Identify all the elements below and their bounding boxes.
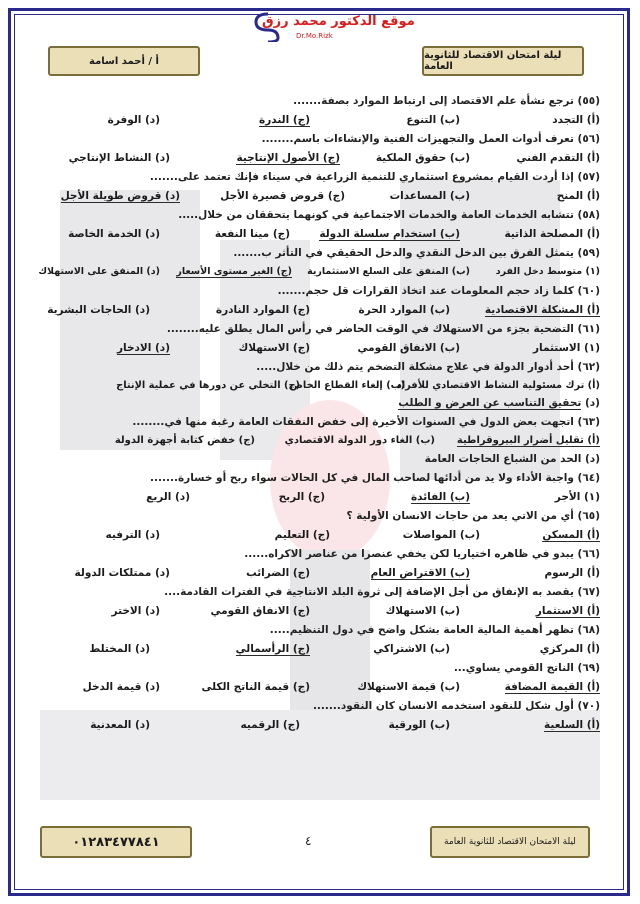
option: (ج) قيمة الناتج الكلى [201, 681, 310, 693]
option-answer: (أ) تقليل أضرار البيروقراطية [456, 435, 600, 446]
option: (ج) الاستهلاك [238, 342, 310, 354]
option: (ج) الانفاق القومي [210, 605, 310, 617]
option: (أ) التقدم الفني [516, 152, 600, 164]
option: (د) المختلط [89, 643, 150, 655]
option-answer: (ج) الرأسمالي [235, 643, 310, 655]
site-logo-subtext: Dr.Mo.Rizk [296, 32, 333, 40]
question-57: (٥٧) إذا أردت القيام بمشروع استثماري للتنمية الزراعية في سيناء فإنك تعتمد على....... [149, 171, 600, 183]
option-answer: (ج) الندرة [259, 114, 310, 126]
question-62-continued [30, 397, 600, 409]
option: (د) المعدنية [90, 719, 150, 731]
option: (د) الوفرة [107, 114, 160, 126]
option: (د) قيمة الدخل [82, 681, 160, 693]
option-answer: (أ) الاستثمار [535, 605, 600, 617]
exam-title-box: ليلة امتحان الاقتصاد للثانوية العامة [422, 46, 584, 76]
option: (ج) مينا النفعة [214, 228, 290, 240]
option-answer: (أ) السلعية [544, 719, 600, 731]
option: (ب) حقوق الملكية [375, 152, 470, 164]
option: (ب) الورقية [388, 719, 450, 731]
option: (ب) قيمة الاستهلاك [357, 681, 460, 693]
page-number: ٤ [305, 834, 312, 848]
question-63: (٦٣) اتجهت بعض الدول في السنوات الأخيرة إلى خفض النفقات العامة رغبة منها في........ [132, 416, 600, 428]
option: (ب) الانفاق القومي [357, 342, 460, 354]
question-61: (٦١) التضحية بجزء من الاستهلاك في الوقت الحاضر في رأس المال يطلق عليه........ [166, 323, 600, 335]
option: (ب) الغاء دور الدولة الاقتصادي [284, 435, 435, 446]
option-answer: (ب) الاقتراض العام [370, 567, 470, 579]
option-answer: (د) الادخار [116, 342, 170, 354]
option: (د) الخدمة الخاصة [68, 228, 160, 240]
option: (١) الاستثمار [532, 342, 600, 354]
site-logo-text: موقع الدكتور محمد رزق [262, 14, 415, 29]
option: (د) الترفيه [105, 529, 160, 541]
option: (د) المنفق على الاستهلاك [38, 266, 160, 277]
option-answer: (ب) استخدام سلسلة الدولة [319, 228, 460, 240]
option: (ج) الضرائب [246, 567, 310, 579]
option: (ب) المنفق على السلع الاستثمارية [307, 266, 470, 277]
question-60: (٦٠) كلما زاد حجم المعلومات عند اتخاذ القرارات قل حجم....... [277, 285, 600, 297]
option: (ج) قروض قصيرة الأجل [220, 190, 345, 202]
option: (ب) المواصلات [402, 529, 480, 541]
option: (ج) الموارد النادرة [215, 304, 310, 316]
option: (ب) الاستهلاك [385, 605, 460, 617]
question-59: (٥٩) يتمثل الفرق بين الدخل النقدي والدخل الحقيقي في التأثر ب....... [233, 247, 600, 259]
option: (أ) المنح [556, 190, 600, 202]
option: (ب) الاشتراكي [373, 643, 450, 655]
option: (أ) المركزي [539, 643, 600, 655]
option: (ج) الرقميه [240, 719, 300, 731]
option: (د) ممتلكات الدولة [74, 567, 170, 579]
question-68: (٦٨) تظهر أهمية المالية العامة بشكل واضح في دول التنظيم..... [269, 624, 600, 636]
option-answer: (أ) القيمة المضافة [504, 681, 600, 693]
option: (ج) التخلي عن دورها في عملية الإنتاج [116, 380, 300, 391]
option-answer: (د) قروض طويلة الأجل [60, 190, 180, 202]
phone-number-box: ٠١٢٨٣٤٧٧٨٤١ [40, 826, 192, 858]
question-55: (٥٥) ترجع نشأة علم الاقتصاد إلى ارتباط الموارد بصفة....... [293, 95, 600, 107]
footer-title-box: ليلة الامتحان الاقتصاد للثانوية العامة [430, 826, 590, 858]
author-name-box: أ / أحمد اسامة [48, 46, 200, 76]
option: (أ) ترك مسئولية النشاط الاقتصادي للأفراد [396, 380, 600, 391]
question-58: (٥٨) تتشابه الخدمات العامة والخدمات الاجتماعية في كونهما يتحققان من خلال..... [178, 209, 600, 221]
question-62: (٦٢) أحد أدوار الدولة في علاج مشكلة التضخم يتم ذلك من خلال..... [256, 361, 600, 373]
option: (ج) التعليم [274, 529, 330, 541]
option: (أ) الرسوم [544, 567, 600, 579]
question-69: (٦٩) الناتج القومي يساوي... [453, 662, 600, 674]
question-67: (٦٧) يقصد به الإنفاق من أجل الإضافة إلى ثروة البلد الانتاجية في الفترات القادمة.... [164, 586, 600, 598]
option-answer: (ج) الأصول الإنتاجية [236, 152, 340, 164]
option: (د) الاختر [111, 605, 160, 617]
option: (ج) خفض كتابة أجهزة الدولة [114, 435, 255, 446]
option-answer: (ج) الغير مستوى الأسعار [176, 266, 292, 277]
option-d-label: (د) [585, 397, 600, 409]
option-answer: (أ) المسكن [542, 529, 600, 541]
option: (د) الريع [146, 491, 190, 503]
question-70: (٧٠) أول شكل للنقود استخدمه الانسان كان النقود....... [312, 700, 600, 712]
option: (١) متوسط دخل الفرد [495, 266, 600, 277]
question-66: (٦٦) يبدو في ظاهره اختياريا لكن يخفي عنصرا من عناصر الاكراه...... [244, 548, 600, 560]
question-56: (٥٦) تعرف أدوات العمل والتجهيزات الفنية والإنشاءات باسم........ [261, 133, 600, 145]
option: (ب) التنوع [406, 114, 460, 126]
option-answer: (أ) المشكلة الاقتصادية [484, 304, 600, 316]
question-63-option-d: (د) الحد من الشباع الحاجات العامة [424, 453, 600, 465]
option: (أ) المصلحة الذاتية [504, 228, 600, 240]
option-answer: (ب) الفائدة [410, 491, 470, 503]
question-65: (٦٥) أي من الاتي يعد من حاجات الانسان الأولية ؟ [346, 510, 600, 522]
option: (١) الأجر [554, 491, 600, 503]
option: (ب) إلغاء القطاع الخاص [289, 380, 405, 391]
option: (ج) الربح [278, 491, 325, 503]
option-answer: تحقيق التناسب عن العرض و الطلب [398, 397, 582, 409]
question-64: (٦٤) واجبة الأداء ولا يد من أدائها لصاحب المال في كل الحالات سواء ربح أو خسارة....... [150, 472, 600, 484]
option: (ب) الموارد الحرة [358, 304, 450, 316]
option: (د) النشاط الإنتاجي [68, 152, 170, 164]
option: (ب) المساعدات [389, 190, 470, 202]
option: (أ) التجدد [552, 114, 600, 126]
option: (د) الحاجات البشرية [47, 304, 150, 316]
